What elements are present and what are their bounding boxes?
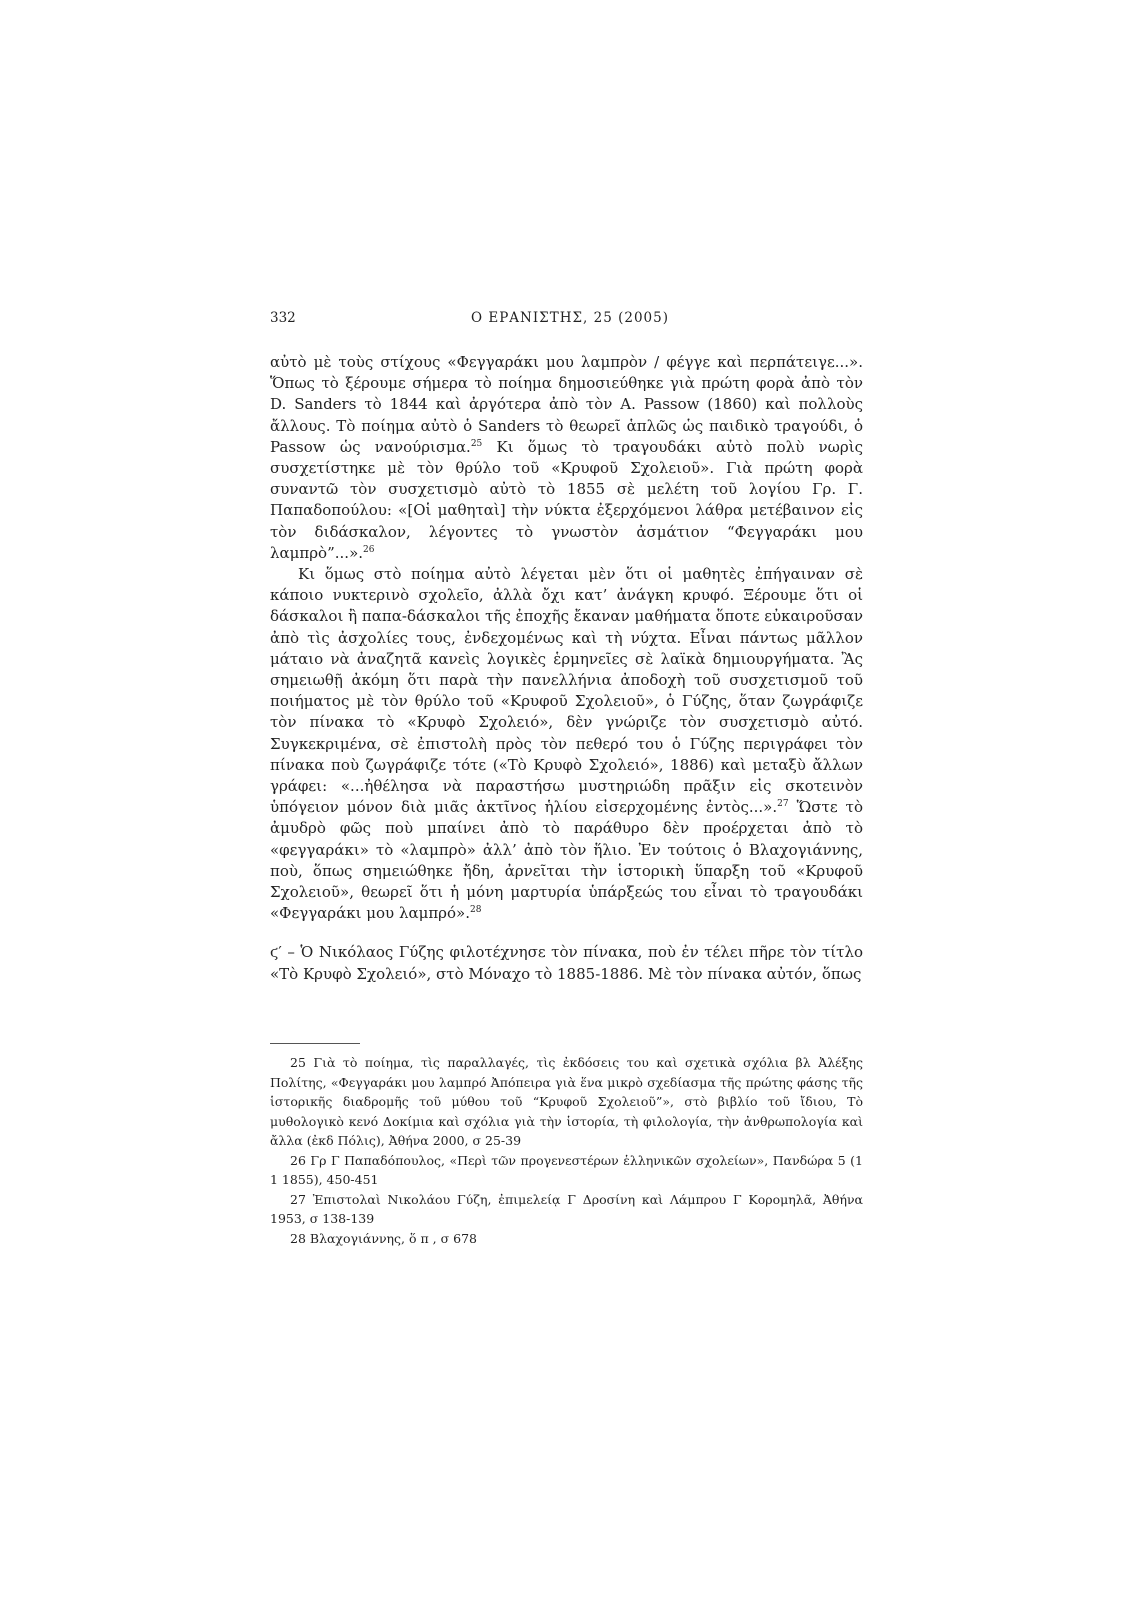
paragraph-text: Κι ὅμως στὸ ποίημα αὐτὸ λέγεται μὲν ὅτι οἱ μαθητὲς ἐπήγαιναν σὲ κάποιο νυκτερινὸ σχολεῖο, ἀλλὰ ὄχι κατ’ ἀνάγκη κρυφό. Ξέρουμε ὅτι οἱ δάσκαλοι ἢ παπα-δάσκαλοι τῆς ἐποχῆς ἔκαναν μαθήματα ὅποτε εὐκαιροῦσαν ἀπὸ τὶς ἀσχολίες τους, ἐνδεχομένως καὶ τὴ νύχτα. Εἶναι πάντως μᾶλλον μάταιο νὰ ἀναζητᾶ κανεὶς λογικὲς ἑρμηνεῖες σὲ λαϊκὰ δημιουργήματα. Ἂς σημειωθῇ ἀκόμη ὅτι παρὰ τὴν πανελλήνια ἀποδοχὴ τοῦ συσχετισμοῦ τοῦ ποιήματος μὲ τὸν θρύλο τοῦ «Κρυφοῦ Σχολειοῦ», ὁ Γύζης, ὅταν ζωγράφιζε τὸν πίνακα τὸ «Κρυφὸ Σχολειό», δὲν γνώριζε τὸν συσχετισμὸ αὐτό. Συγκεκριμένα, σὲ ἐπιστολὴ πρὸς τὸν πεθερό του ὁ Γύζης περιγράφει τὸν πίνακα ποὺ ζωγράφιζε τότε («Τὸ Κρυφὸ Σχολειό», 1886) καὶ μεταξὺ ἄλλων γράφει: «...ἠθέλησα νὰ παραστήσω μυστηριώδη πρᾶξιν εἰς σκοτεινὸν ὑπόγειον μόνον διὰ μιᾶς ἀκτῖνος ἡλίου εἰσερχομένης ἐντὸς...». bbox=[270, 565, 863, 817]
footnote-ref: 27 bbox=[777, 799, 789, 810]
footnote-separator bbox=[270, 1043, 360, 1044]
paragraph-text: Ὥστε τὸ ἀμυδρὸ φῶς ποὺ μπαίνει ἀπὸ τὸ παράθυρο δὲν προέρχεται ἀπὸ τὸ «φεγγαράκι» τὸ «λαμπρὸ» ἀλλ’ ἀπὸ τὸν ἥλιο. Ἐν τούτοις ὁ Βλαχογιάννης, ποὺ, ὅπως σημειώθηκε ἤδη, ἀρνεῖται τὴν ἱστορικὴ ὕπαρξη τοῦ «Κρυφοῦ Σχολειοῦ», θεωρεῖ ὅτι ἡ μόνη μαρτυρία ὑπάρξεώς του εἶναι τὸ τραγουδάκι «Φεγγαράκι μου λαμπρό». bbox=[270, 798, 863, 923]
footnote-27: 27 Ἐπιστολαὶ Νικολάου Γύζη, ἐπιμελείᾳ Γ Δροσίνη καὶ Λάμπρου Γ Κορομηλᾶ, Ἀθήνα 1953, σ 138-139 bbox=[270, 1191, 863, 1226]
paragraph-text: ϛ′ – Ὁ Νικόλαος Γύζης φιλοτέχνησε τὸν πίνακα, ποὺ ἐν τέλει πῆρε τὸν τίτλο «Τὸ Κρυφὸ Σχολειό», στὸ Μόναχο τὸ 1885-1886. Μὲ τὸν πίνακα αὐτόν, ὅπως bbox=[270, 943, 863, 983]
paragraph-3 bbox=[270, 942, 863, 984]
footnote-ref: 28 bbox=[469, 905, 482, 916]
paragraph-2 bbox=[270, 564, 863, 924]
footnote-ref: 26 bbox=[363, 544, 375, 555]
paragraph-text: Κι ὅμως τὸ τραγουδάκι αὐτὸ πολὺ νωρὶς συσχετίστηκε μὲ τὸν θρύλο τοῦ «Κρυφοῦ Σχολειοῦ». Γιὰ πρώτη φορὰ συναντῶ τὸν συσχετισμὸ αὐτὸ τὸ 1855 σὲ μελέτη τοῦ λογίου Γρ. Γ. Παπαδοπούλου: «[Οἱ μαθηταὶ] τὴν νύκτα ἐξερχόμενοι λάθρα μετέβαινον εἰς τὸν διδάσκαλον, λέγοντες τὸ γνωστὸν ἀσμάτιον “Φεγγαράκι μου λαμπρὸ”...». bbox=[270, 437, 863, 562]
journal-title: Ο ΕΡΑΝΙΣΤΗΣ, 25 (2005) bbox=[470, 310, 669, 326]
footnote-25: 25 Γιὰ τὸ ποίημα, τὶς παραλλαγές, τὶς ἐκδόσεις του καὶ σχετικὰ σχόλια βλ Ἀλέξης Πολίτης, «Φεγγαράκι μου λαμπρό Ἀπόπειρα γιὰ ἕνα μικρὸ σχεδίασμα τῆς πρώτης φάσης τῆς ἱστορικῆς διαδρομῆς τοῦ μύθου τοῦ “Κρυφοῦ Σχολειοῦ”», στὸ βιβλίο τοῦ ἴδιου, Τὸ μυθολογικὸ κενό Δοκίμια καὶ σχόλια γιὰ τὴν ἱστορία, τὴ φιλολογία, τὴν ἀνθρωπολογία καὶ ἄλλα (ἐκδ Πόλις), Ἀθήνα 2000, σ 25-39 bbox=[270, 1055, 863, 1148]
footnote-26: 26 Γρ Γ Παπαδόπουλος, «Περὶ τῶν προγενεστέρων ἑλληνικῶν σχολείων», Πανδώρα 5 (1 1 1855), 450-451 bbox=[270, 1152, 863, 1187]
paragraph-text: αὐτὸ μὲ τοὺς στίχους «Φεγγαράκι μου λαμπρὸν / φέγγε καὶ περπάτειγε...». Ὅπως τὸ ξέρουμε σήμερα τὸ ποίημα δημοσιεύθηκε γιὰ πρώτη φορὰ ἀπὸ τὸν D. Sanders τὸ 1844 καὶ ἀργότερα ἀπὸ τὸν A. Passow (1860) καὶ πολλοὺς ἄλλους. Τὸ ποίημα αὐτὸ ὁ Sanders τὸ θεωρεῖ ἁπλῶς ὡς παιδικὸ τραγούδι, ὁ Passow ὡς νανούρισμα. bbox=[270, 353, 863, 456]
paragraph-1 bbox=[270, 352, 863, 564]
running-head bbox=[270, 310, 863, 334]
footnote-ref: 25 bbox=[470, 438, 483, 449]
footnotes bbox=[270, 1053, 863, 1248]
footnote-28: 28 Βλαχογιάννης, ὅ π , σ 678 bbox=[290, 1230, 477, 1246]
page-number: 332 bbox=[270, 310, 296, 326]
main-text bbox=[270, 352, 863, 985]
